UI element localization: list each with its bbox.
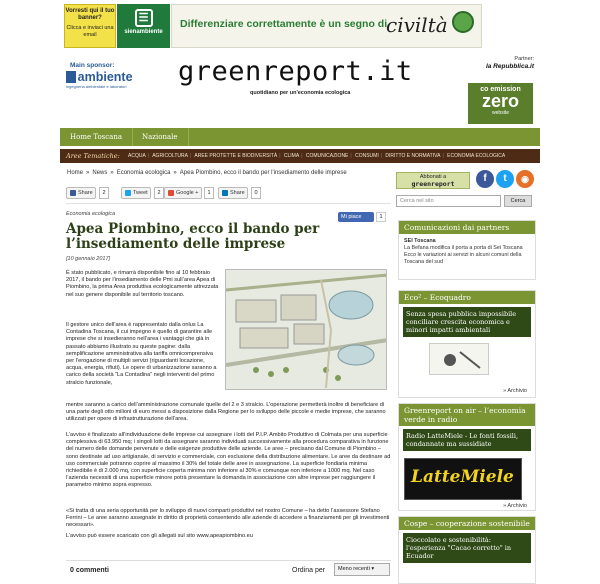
divider bbox=[66, 203, 391, 204]
article-paragraph-1: È stato pubblicato, e rimarrà disponibile fino al 10 febbraio 2017, il bando per l’insediamento delle Pmi sull’area Apea di Piombino, la prima Area produttiva ecologicamente attrezzata nel suo genere disponibile sul territorio toscano. bbox=[66, 270, 219, 298]
ecoquadro-illustration bbox=[430, 344, 490, 376]
ecoquadro-archive-link[interactable]: » Archivio bbox=[503, 388, 527, 394]
ecoquadro-box-title: Eco² – Ecoquadro bbox=[399, 291, 535, 304]
sienambiente-icon: ☰ bbox=[135, 9, 153, 27]
order-select[interactable]: Meno recenti ▾ bbox=[334, 563, 390, 576]
left-gutter bbox=[0, 0, 60, 584]
sienambiente-label: sienambiente bbox=[124, 29, 163, 35]
topic-item[interactable]: CONSUMI bbox=[355, 153, 379, 159]
cospe-box-title: Cospe – cooperazione sostenibile bbox=[399, 517, 535, 530]
site-logo[interactable]: greenreport.it bbox=[178, 56, 413, 87]
breadcrumb: Home » News » Economia ecologica » Apea Piombino, ecco il bando per l'insediamento delle imprese bbox=[67, 170, 347, 176]
ad-placeholder[interactable] bbox=[64, 4, 116, 48]
linkedin-share-button[interactable]: Share bbox=[218, 187, 248, 199]
ecoquadro-box bbox=[398, 290, 536, 398]
partners-box-title: Comunicazioni dai partners bbox=[399, 221, 535, 234]
partners-box-text[interactable]: La Befana modifica il porta a porta di Sei Toscana Ecco le variazioni ai servizi in alcuni comuni della Toscana del sud bbox=[404, 245, 523, 265]
nav-nazionale[interactable]: Nazionale bbox=[132, 128, 189, 146]
comments-bar bbox=[66, 560, 391, 582]
breadcrumb-current: Apea Piombino, ecco il bando per l'insediamento delle imprese bbox=[179, 170, 347, 176]
article-category[interactable]: Economia ecologica bbox=[66, 211, 116, 217]
topic-item[interactable]: CLIMA bbox=[283, 153, 300, 159]
order-label: Ordina per bbox=[292, 567, 326, 574]
facebook-share-button[interactable]: Share bbox=[66, 187, 96, 199]
lattemiele-word: LatteMiele bbox=[411, 467, 514, 487]
google-plus-button[interactable]: Google + bbox=[164, 187, 202, 199]
like-count: 1 bbox=[376, 212, 386, 222]
ecoquadro-headline[interactable]: Senza spesa pubblica impossibile conciliare crescita economica e minori impatti ambientali bbox=[403, 307, 531, 337]
breadcrumb-home[interactable]: Home bbox=[67, 170, 84, 176]
partner-label: Partner: bbox=[514, 56, 534, 62]
breadcrumb-news[interactable]: News bbox=[92, 170, 108, 176]
sienambiente-logo[interactable] bbox=[117, 4, 170, 48]
search-button[interactable]: Cerca bbox=[504, 195, 532, 207]
facebook-icon[interactable]: f bbox=[476, 170, 494, 188]
google-plus-icon bbox=[168, 190, 174, 196]
subscribe-label: Abbonati a bbox=[419, 174, 447, 180]
topic-item[interactable]: COMUNICAZIONE bbox=[305, 153, 349, 159]
article-date: [10 gennaio 2017] bbox=[66, 256, 111, 262]
lattemiele-logo[interactable] bbox=[404, 458, 522, 500]
twitter-icon bbox=[125, 190, 131, 196]
partner-name: la Repubblica.it bbox=[485, 63, 534, 70]
linkedin-icon bbox=[222, 190, 228, 196]
radio-archive-link[interactable]: » Archivio bbox=[503, 503, 527, 509]
topics-list: ACQUA | AGRICOLTURA | AREE PROTETTE E BIODIVERSITÀ | CLIMA | COMUNICAZIONE | CONSUMI | DIRITTO E NORMATIVA | ECONOMIA ECOLOGICA bbox=[128, 153, 506, 159]
main-nav bbox=[60, 128, 540, 146]
ad-title: Vorresti qui il tuo banner? bbox=[65, 8, 115, 21]
article-paragraph-3: L’avviso è finalizzato all’individuazione delle imprese cui assegnare i lotti del P.I.P. Ambito Produttivo di Colmata per una superficie complessiva di 63.950 mq; i singoli lotti da assegnare saranno individuati successivamente alla procedura comparativa in funzione del numero delle domande pervenute e delle esigenze produttive delle aziende. Le aree – precisano dal Comune di Piombino – sono destinate ad uso artigianale, di servizio e commerciale, con esclusione della distribuzione alimentare. Le aree da destinare ad uso commerciale potranno coprire al massimo il 30% del totale delle aree in assegnazione. La superficie fondiaria minima richiedibile è di 2.000 mq, con superficie coperta minima non inferiore al 30% e comunque non inferiore a 1000 mq. Nel caso l’azienda necessiti di una superficie minore potrà presentare la domanda in associazione con altre imprese per raggiungere il parametro minimo sopra espresso. bbox=[66, 432, 391, 489]
sponsor-banner[interactable] bbox=[171, 4, 482, 48]
partner-block[interactable] bbox=[478, 56, 534, 70]
ambiente-word: ambiente bbox=[77, 70, 133, 84]
sponsor-banner-highlight: civiltà bbox=[386, 13, 448, 37]
right-gutter bbox=[540, 0, 600, 584]
article-paragraph-4: «Si tratta di una seria opportunità per lo sviluppo di nuovi comparti produttivi nel nostro Comune – ha detto l’assessore Stefano Ferrini – Le aree saranno assegnate in diritto di proprietà consentendo alle aziende di accedere a finanziamenti per gli investimenti necessari». bbox=[66, 508, 390, 529]
topic-item[interactable]: AREE PROTETTE E BIODIVERSITÀ bbox=[194, 153, 278, 159]
emission-line2: zero bbox=[481, 91, 519, 111]
emission-line3: website bbox=[492, 110, 509, 116]
emission-line1: co emission bbox=[480, 86, 521, 93]
nav-home-toscana[interactable]: Home Toscana bbox=[60, 128, 133, 146]
topic-item[interactable]: ECONOMIA ECOLOGICA bbox=[447, 153, 506, 159]
subscribe-brand: greenreport bbox=[411, 180, 455, 188]
comments-count: 0 commenti bbox=[70, 567, 109, 574]
topic-item[interactable]: ACQUA bbox=[128, 153, 146, 159]
topics-label: Aree Tematiche: bbox=[66, 152, 120, 160]
main-sponsor-label: Main sponsor: bbox=[70, 62, 115, 69]
facebook-share-count: 2 bbox=[99, 187, 109, 199]
ambiente-sub: ingegneria ambientale e laboratori bbox=[66, 84, 127, 89]
breadcrumb-category[interactable]: Economia ecologica bbox=[116, 170, 171, 176]
radio-box-title: Greenreport on air – l’economia verde in radio bbox=[399, 404, 535, 426]
article-photo bbox=[225, 269, 387, 390]
sponsor-banner-message: Differenziare correttamente è un segno di bbox=[180, 18, 388, 30]
sponsor-logo[interactable] bbox=[66, 70, 140, 92]
partners-box bbox=[398, 220, 536, 280]
site-tagline: quotidiano per un'economia ecologica bbox=[250, 90, 351, 96]
globe-icon bbox=[452, 11, 474, 33]
linkedin-share-count: 0 bbox=[251, 187, 261, 199]
ecoquadro-image bbox=[429, 343, 489, 375]
partners-box-sub[interactable]: SEI Toscana bbox=[404, 238, 436, 244]
topic-item[interactable]: AGRICOLTURA bbox=[152, 153, 188, 159]
cospe-box bbox=[398, 516, 536, 584]
search-input[interactable]: Cerca nel sito bbox=[396, 195, 501, 207]
site-plan-image bbox=[226, 270, 387, 390]
share-bar bbox=[66, 187, 391, 201]
topic-item[interactable]: DIRITTO E NORMATIVA bbox=[385, 153, 441, 159]
tweet-button[interactable]: Tweet bbox=[121, 187, 151, 199]
article-paragraph-2: Il gestore unico dell’area è rappresentato dalla onlus La Contadina Toscana, il cui impegno è quello di garantire alle imprese che si insedieranno nell’area i vantaggi che già in passato abbiamo illustrato su queste pagine: dalla semplificazione amministrativa alla tariffa omnicomprensiva per l’erogazione di multipli servizi (riguardanti locazione, acqua, energia, rifiuti). Le opere di urbanizzazione saranno a carico della società “La Contadina” negli interventi del primo stralcio funzionale, bbox=[66, 322, 217, 386]
article-paragraph-5: L’avviso può essere scaricato con gli allegati sul sito www.apeapiombino.eu bbox=[66, 533, 253, 539]
article-paragraph-2b: mentre saranno a carico dell’amministrazione comunale quelle del 2 e 3 stralcio. L’operazione permetterà inoltre di beneficiare di una parte degli otto milioni di euro messi a disposizione dalla Regione per lo sviluppo delle piccole e medie imprese, che saranno utilizzati per opere di infrastrutturazione dell’area. bbox=[66, 402, 386, 423]
ambiente-mark-icon bbox=[66, 71, 76, 83]
facebook-like-button[interactable]: Mi piace bbox=[338, 212, 374, 222]
facebook-icon bbox=[70, 190, 76, 196]
article-title: Apea Piombino, ecco il bando per l’insediamento delle imprese bbox=[66, 221, 320, 252]
rss-icon[interactable]: ◉ bbox=[516, 170, 534, 188]
emission-zero-badge[interactable] bbox=[468, 83, 533, 124]
ad-sub: Clicca e inviaci una email bbox=[66, 25, 114, 38]
cospe-headline[interactable]: Cioccolato e sostenibilità: l'esperienza "Cacao corretto" in Ecuador bbox=[403, 533, 531, 563]
radio-headline[interactable]: Radio LatteMiele - Le fonti fossili, condannate ma sussidiate bbox=[403, 429, 531, 451]
google-plus-count: 1 bbox=[204, 187, 214, 199]
twitter-icon[interactable]: t bbox=[496, 170, 514, 188]
subscribe-badge[interactable] bbox=[396, 172, 470, 189]
topics-bar bbox=[60, 149, 540, 163]
tweet-count: 2 bbox=[154, 187, 164, 199]
